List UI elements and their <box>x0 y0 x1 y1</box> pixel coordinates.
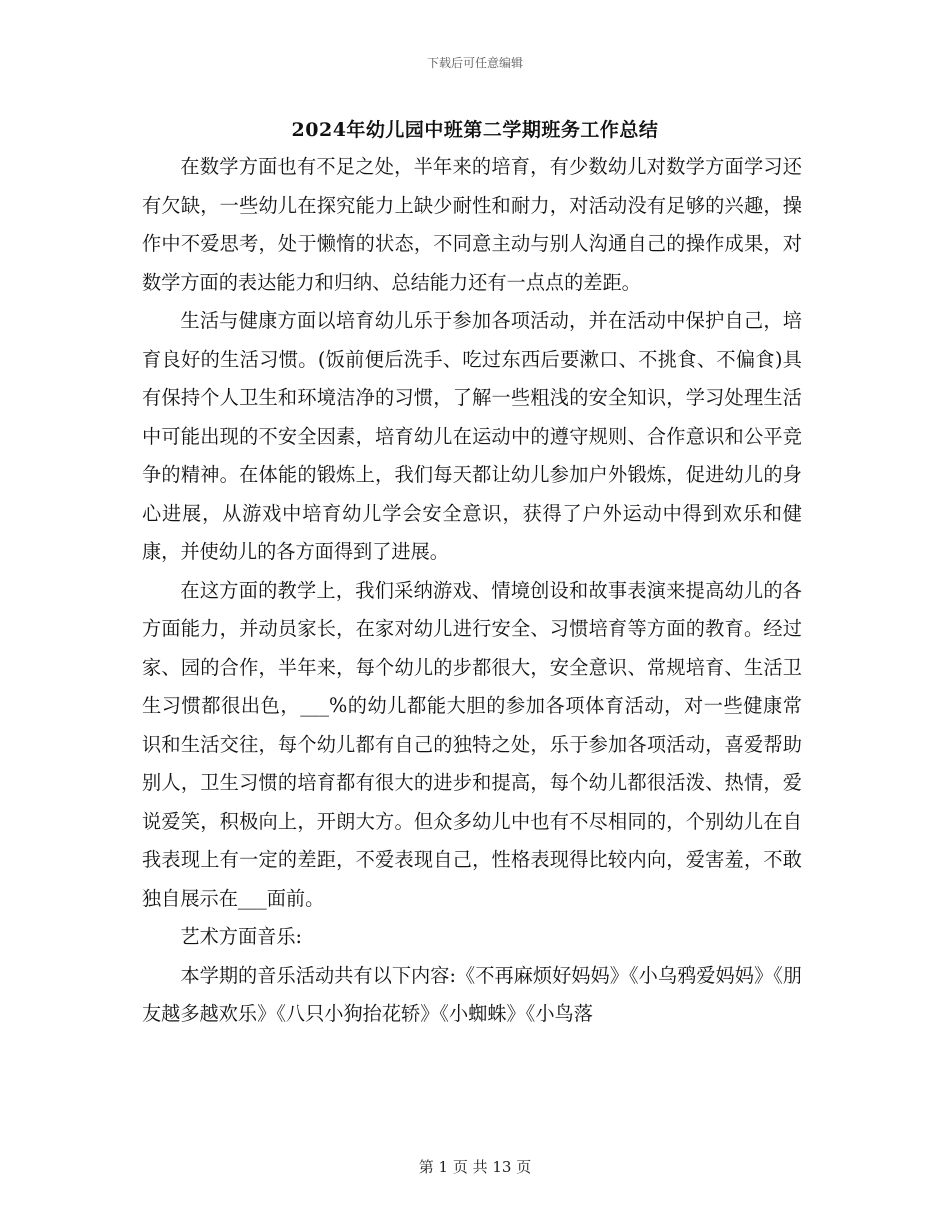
paragraph-teaching: 在这方面的教学上，我们采纳游戏、情境创设和故事表演来提高幼儿的各方面能力，并动员家长，在家对幼儿进行安全、习惯培育等方面的教育。经过家、园的合作，半年来，每个幼儿的步都很大，安全意识、常规培育、生活卫生习惯都很出色，___%的幼儿都能大胆的参加各项体育活动，对一些健康常识和生活交往，每个幼儿都有自己的独特之处，乐于参加各项活动，喜爱帮助别人，卫生习惯的培育都有很大的进步和提高，每个幼儿都很活泼、热情，爱说爱笑，积极向上，开朗大方。但众多幼儿中也有不尽相同的，个别幼儿在自我表现上有一定的差距，不爱表现自己，性格表现得比较内向，爱害羞，不敢独自展示在___面前。 <box>142 578 802 910</box>
page-number: 第 1 页 共 13 页 <box>418 1158 532 1176</box>
header-note: 下载后可任意编辑 <box>426 56 523 70</box>
document-title: 2024年幼儿园中班第二学期班务工作总结 <box>291 119 659 141</box>
paragraph-art-heading: 艺术方面音乐: <box>180 925 302 948</box>
paragraph-music: 本学期的音乐活动共有以下内容:《不再麻烦好妈妈》《小乌鸦爱妈妈》《朋友越多越欢乐》《八只小狗抬花轿》《小蜘蛛》《小鸟落 <box>142 963 802 1025</box>
paragraph-health: 生活与健康方面以培育幼儿乐于参加各项活动，并在活动中保护自己，培育良好的生活习惯。(饭前便后洗手、吃过东西后要漱口、不挑食、不偏食)具有保持个人卫生和环境洁净的习惯，了解一些粗浅的安全知识，学习处理生活中可能出现的不安全因素，培育幼儿在运动中的遵守规则、合作意识和公平竞争的精神。在体能的锻炼上，我们每天都让幼儿参加户外锻炼，促进幼儿的身心进展，从游戏中培育幼儿学会安全意识，获得了户外运动中得到欢乐和健康，并使幼儿的各方面得到了进展。 <box>142 309 802 563</box>
document-body <box>142 148 802 1034</box>
paragraph-math: 在数学方面也有不足之处，半年来的培育，有少数幼儿对数学方面学习还有欠缺，一些幼儿在探究能力上缺少耐性和耐力，对活动没有足够的兴趣，操作中不爱思考，处于懒惰的状态，不同意主动与别人沟通自己的操作成果，对数学方面的表达能力和归纳、总结能力还有一点点的差距。 <box>142 155 802 294</box>
